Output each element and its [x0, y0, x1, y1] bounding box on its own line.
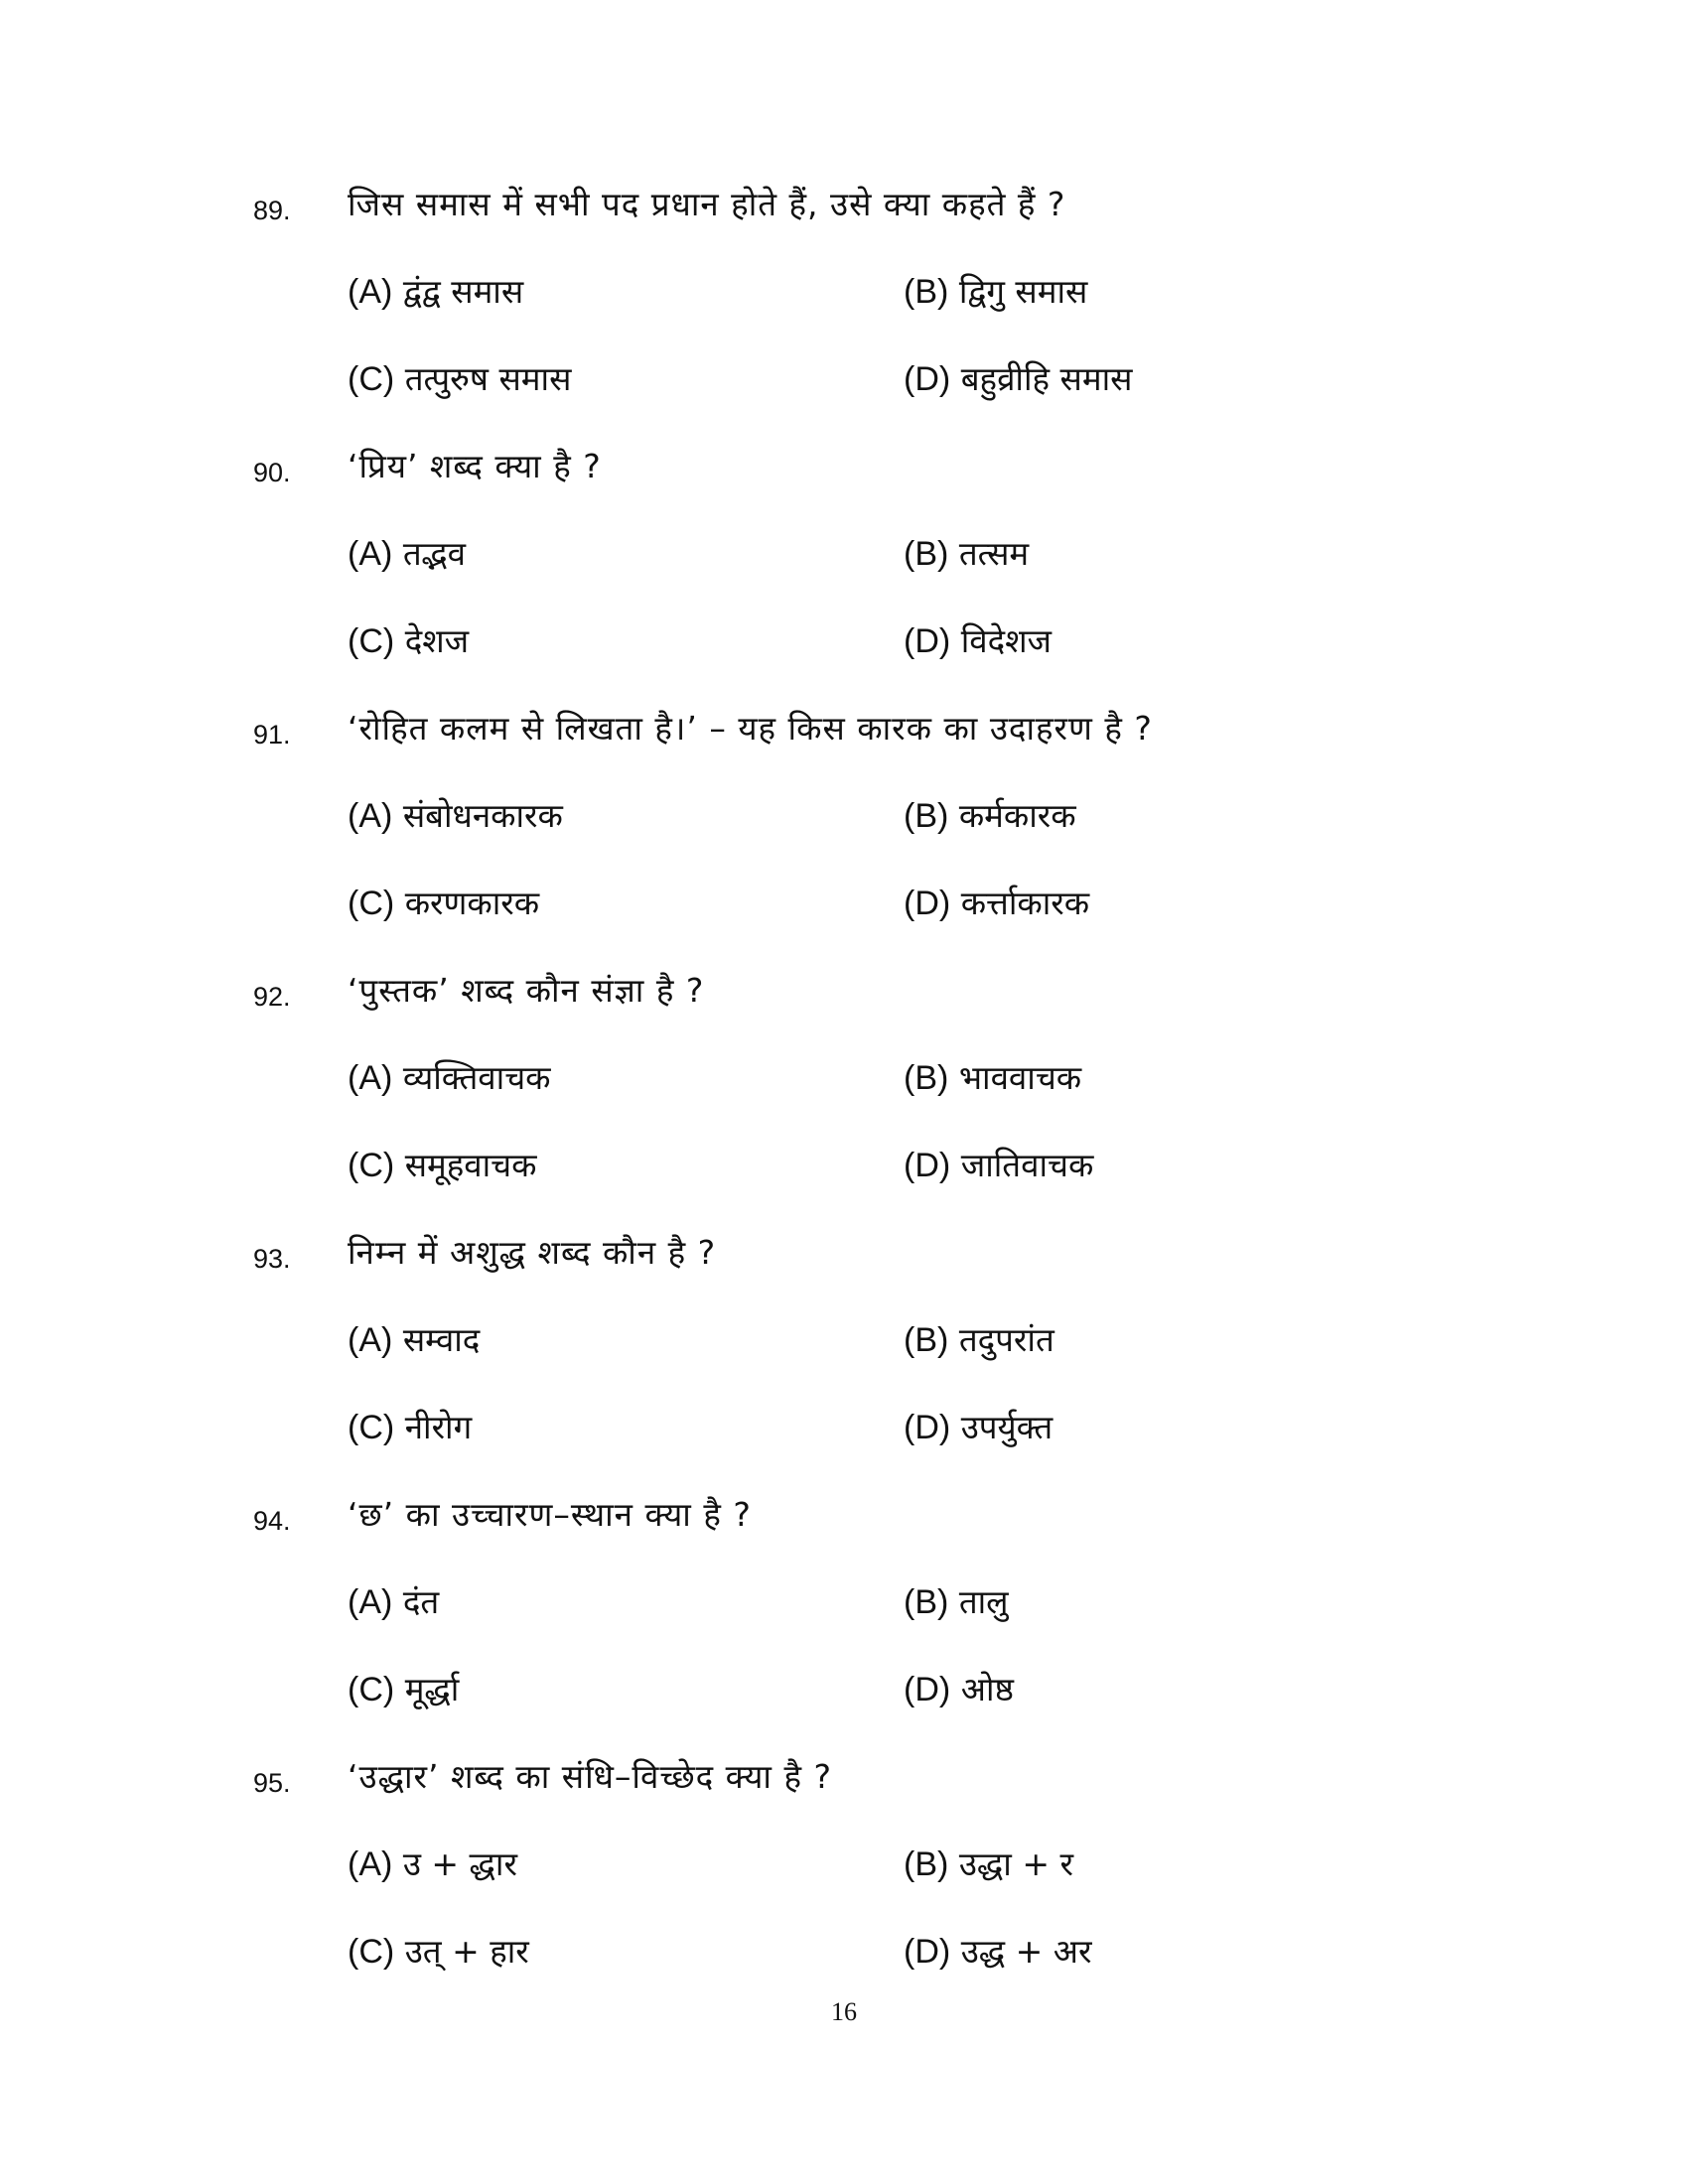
- option-label: (B): [904, 273, 949, 311]
- option-text: व्यक्तिवाचक: [402, 1058, 551, 1097]
- option-text: भाववाचक: [958, 1058, 1082, 1097]
- option-text: संबोधनकारक: [402, 796, 563, 835]
- option-label: (C): [348, 360, 395, 398]
- question-number: 89.: [253, 196, 291, 225]
- option-c[interactable]: [348, 882, 539, 925]
- option-text: तद्भव: [402, 534, 467, 573]
- option-a[interactable]: [348, 1056, 551, 1100]
- option-label: (D): [904, 622, 951, 660]
- question-text: ‘छ’ का उच्चारण–स्थान क्या है ?: [348, 1495, 752, 1534]
- option-label: (D): [904, 1933, 951, 1971]
- option-text: कर्त्ताकारक: [960, 884, 1090, 922]
- question-number: 91.: [253, 720, 291, 750]
- option-a[interactable]: [348, 1580, 439, 1624]
- option-label: (B): [904, 797, 949, 835]
- option-label: (C): [348, 622, 395, 660]
- option-b[interactable]: [904, 270, 1087, 314]
- option-text: उपर्युक्त: [960, 1408, 1054, 1446]
- option-text: उ + द्धार: [402, 1844, 517, 1883]
- option-a[interactable]: [348, 1318, 480, 1362]
- option-text: करणकारक: [404, 884, 540, 922]
- option-label: (C): [348, 1409, 395, 1446]
- option-b[interactable]: [904, 1318, 1055, 1362]
- option-text: जातिवाचक: [960, 1146, 1094, 1184]
- option-label: (D): [904, 1147, 951, 1184]
- option-c[interactable]: [348, 1144, 536, 1187]
- option-text: मूर्द्धा: [404, 1670, 460, 1708]
- option-b[interactable]: [904, 1056, 1081, 1100]
- option-label: (C): [348, 1671, 395, 1708]
- option-b[interactable]: [904, 532, 1029, 576]
- option-d[interactable]: [904, 1668, 1014, 1711]
- option-label: (C): [348, 1933, 395, 1971]
- option-c[interactable]: [348, 357, 571, 401]
- option-label: (D): [904, 885, 951, 922]
- option-a[interactable]: [348, 1843, 517, 1886]
- question-text: ‘उद्धार’ शब्द का संधि–विच्छेद क्या है ?: [348, 1757, 832, 1796]
- option-text: तालु: [958, 1582, 1009, 1621]
- option-label: (D): [904, 1409, 951, 1446]
- question-number: 94.: [253, 1506, 291, 1536]
- question-text: ‘रोहित कलम से लिखता है।’ – यह किस कारक का उदाहरण है ?: [348, 709, 1153, 748]
- option-label: (A): [348, 1583, 393, 1621]
- option-c[interactable]: [348, 1406, 472, 1449]
- option-label: (A): [348, 1321, 393, 1359]
- option-label: (B): [904, 1059, 949, 1097]
- option-a[interactable]: [348, 532, 466, 576]
- option-text: द्वंद्व समास: [402, 272, 524, 311]
- question-text: ‘प्रिय’ शब्द क्या है ?: [348, 447, 602, 485]
- option-text: तदुपरांत: [958, 1320, 1055, 1359]
- option-text: उद्ध + अर: [960, 1932, 1092, 1971]
- option-a[interactable]: [348, 270, 523, 314]
- option-text: तत्पुरुष समास: [404, 359, 572, 398]
- page-number: 16: [831, 1997, 857, 2026]
- option-label: (A): [348, 1845, 393, 1883]
- option-label: (B): [904, 535, 949, 573]
- option-label: (D): [904, 1671, 951, 1708]
- option-d[interactable]: [904, 1930, 1092, 1974]
- option-text: कर्मकारक: [958, 796, 1076, 835]
- question-number: 95.: [253, 1768, 291, 1798]
- question-text: जिस समास में सभी पद प्रधान होते हैं, उसे क्या कहते हैं ?: [348, 185, 1066, 223]
- option-d[interactable]: [904, 619, 1052, 663]
- option-text: समूहवाचक: [404, 1146, 537, 1184]
- option-d[interactable]: [904, 882, 1089, 925]
- option-text: विदेशज: [960, 621, 1053, 660]
- option-d[interactable]: [904, 1144, 1093, 1187]
- option-b[interactable]: [904, 1843, 1073, 1886]
- option-c[interactable]: [348, 619, 469, 663]
- option-b[interactable]: [904, 1580, 1009, 1624]
- option-text: तत्सम: [958, 534, 1030, 573]
- option-label: (C): [348, 1147, 395, 1184]
- option-text: सम्वाद: [402, 1320, 481, 1359]
- option-label: (A): [348, 797, 393, 835]
- question-number: 90.: [253, 458, 291, 487]
- option-text: ओष्ठ: [960, 1670, 1014, 1708]
- option-c[interactable]: [348, 1668, 459, 1711]
- option-d[interactable]: [904, 357, 1132, 401]
- option-label: (C): [348, 885, 395, 922]
- option-text: उत् + हार: [404, 1932, 529, 1971]
- option-label: (D): [904, 360, 951, 398]
- option-text: बहुव्रीहि समास: [960, 359, 1133, 398]
- option-label: (A): [348, 535, 393, 573]
- option-label: (B): [904, 1845, 949, 1883]
- question-number: 92.: [253, 982, 291, 1012]
- option-text: दंत: [402, 1582, 440, 1621]
- option-label: (A): [348, 1059, 393, 1097]
- option-b[interactable]: [904, 794, 1076, 838]
- option-label: (B): [904, 1321, 949, 1359]
- option-d[interactable]: [904, 1406, 1053, 1449]
- option-text: द्विगु समास: [958, 272, 1088, 311]
- option-a[interactable]: [348, 794, 563, 838]
- option-label: (A): [348, 273, 393, 311]
- option-text: उद्धा + र: [958, 1844, 1073, 1883]
- question-text: निम्न में अशुद्ध शब्द कौन है ?: [348, 1233, 717, 1272]
- question-text: ‘पुस्तक’ शब्द कौन संज्ञा है ?: [348, 971, 705, 1010]
- option-c[interactable]: [348, 1930, 529, 1974]
- question-number: 93.: [253, 1244, 291, 1274]
- option-text: देशज: [404, 621, 470, 660]
- option-label: (B): [904, 1583, 949, 1621]
- option-text: नीरोग: [404, 1408, 473, 1446]
